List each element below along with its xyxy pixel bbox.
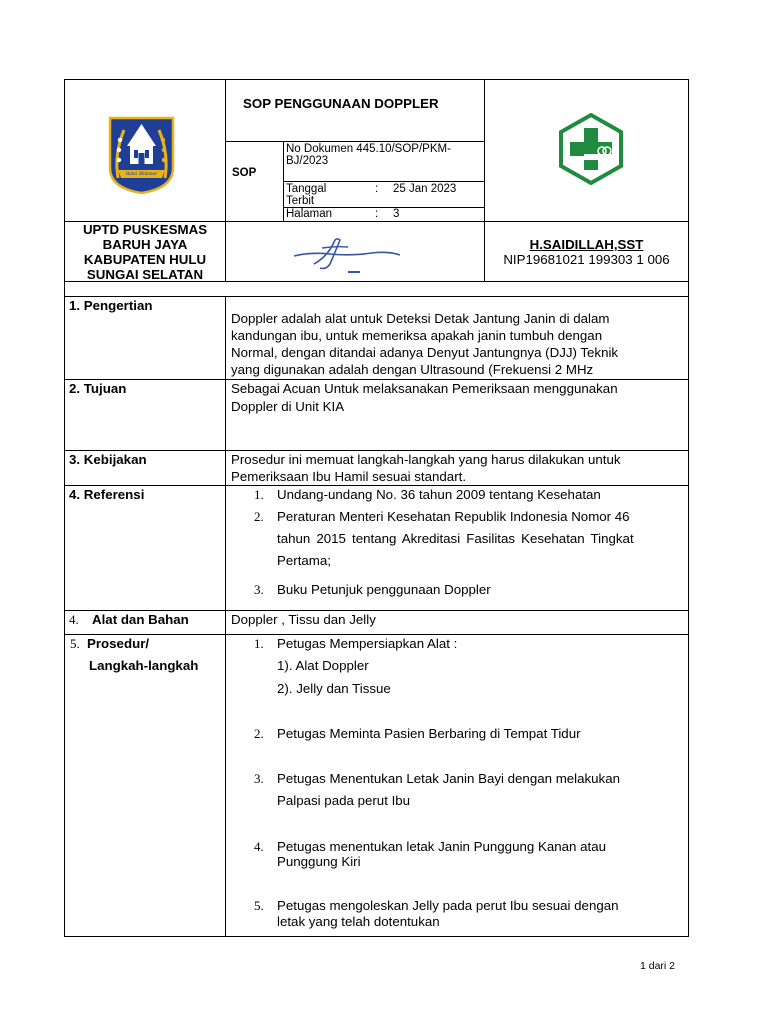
signature bbox=[290, 234, 405, 278]
list-number: 1. bbox=[254, 487, 264, 502]
section-number-alat: 4. bbox=[69, 612, 79, 627]
list-number: 2. bbox=[254, 726, 264, 741]
page-label: Halaman bbox=[286, 208, 333, 220]
signatory-nip: NIP19681021 199303 1 006 bbox=[503, 252, 670, 267]
list-number: 1. bbox=[254, 636, 264, 651]
text-line: Petugas Mempersiapkan Alat : bbox=[277, 636, 458, 651]
text-line: Pemeriksaan Ibu Hamil sesuai standart. bbox=[231, 469, 467, 484]
text-line: Undang-undang No. 36 tahun 2009 tentang Kesehatan bbox=[277, 487, 601, 502]
institution-line: UPTD PUSKESMAS bbox=[82, 222, 208, 237]
table-border-bottom bbox=[64, 936, 689, 937]
header-divider bbox=[225, 141, 485, 142]
text-line: Doppler adalah alat untuk Deteksi Detak Jantung Janin di dalam bbox=[231, 311, 610, 326]
list-number: 4. bbox=[254, 839, 264, 854]
text-line: tahun 2015 tentang Akreditasi Fasilitas Kesehatan Tingkat bbox=[277, 531, 634, 546]
table-border-top bbox=[64, 79, 689, 80]
text-line: Punggung Kiri bbox=[277, 854, 361, 869]
text-line: Petugas Meminta Pasien Berbaring di Tempat Tidur bbox=[277, 726, 581, 741]
page-title: SOP PENGGUNAAN DOPPLER bbox=[243, 96, 439, 111]
section-label-tujuan: 2. Tujuan bbox=[69, 381, 127, 396]
page-separator: : bbox=[375, 208, 379, 220]
issue-date-separator: : bbox=[375, 183, 379, 195]
text-line: Sebagai Acuan Untuk melaksanakan Pemeriksaan menggunakan bbox=[231, 381, 618, 396]
issue-date-label: Tanggal Terbit bbox=[286, 183, 327, 207]
text-line: Normal, dengan ditandai adanya Denyut Jantungnya (DJJ) Teknik bbox=[231, 345, 619, 360]
text-line: Palpasi pada perut Ibu bbox=[277, 793, 411, 808]
body-divider bbox=[225, 296, 226, 937]
table-border-right bbox=[688, 79, 689, 937]
text-line: Buku Petunjuk penggunaan Doppler bbox=[277, 582, 491, 597]
text-line: Petugas menentukan letak Janin Punggung Kanan atau bbox=[277, 839, 606, 854]
section-label-referensi: 4. Referensi bbox=[69, 487, 145, 502]
text-line: Pertama; bbox=[277, 553, 331, 568]
section-label-pengertian: 1. Pengertian bbox=[69, 298, 153, 313]
text-line: Petugas mengoleskan Jelly pada perut Ibu sesuai dengan bbox=[277, 898, 619, 913]
section-label-alat: Alat dan Bahan bbox=[92, 612, 189, 627]
section-label-prosedur: Prosedur/ bbox=[87, 636, 150, 651]
institution-line: SUNGAI SELATAN bbox=[86, 267, 204, 282]
list-number: 3. bbox=[254, 771, 264, 786]
puskesmas-logo bbox=[555, 113, 627, 185]
text-line: Prosedur ini memuat langkah-langkah yang harus dilakukan untuk bbox=[231, 452, 621, 467]
text-line: Petugas Menentukan Letak Janin Bayi dengan melakukan bbox=[277, 771, 620, 786]
section-number-prosedur: 5. bbox=[70, 636, 80, 651]
page-number: 1 dari 2 bbox=[640, 960, 676, 972]
list-number: 3. bbox=[254, 582, 264, 597]
list-number: 5. bbox=[254, 898, 264, 913]
sop-label: SOP bbox=[232, 167, 257, 179]
issue-date-value: 25 Jan 2023 bbox=[393, 183, 457, 195]
page-value: 3 bbox=[393, 208, 400, 220]
institution-line: KABUPATEN HULU bbox=[83, 252, 207, 267]
section-label-langkah: Langkah-langkah bbox=[89, 658, 199, 673]
emblem-motto: Bakti Makmur bbox=[125, 171, 158, 177]
header-divider bbox=[283, 181, 485, 182]
text-line: Doppler di Unit KIA bbox=[231, 399, 345, 414]
header-divider bbox=[64, 296, 689, 297]
text-line: yang digunakan adalah dengan Ultrasound (Frekuensi 2 MHz bbox=[231, 362, 594, 377]
institution-line: BARUH JAYA bbox=[102, 237, 188, 252]
sub-item: 1). Alat Doppler bbox=[277, 658, 369, 673]
kabupaten-emblem bbox=[108, 116, 175, 194]
text-line: kandungan ibu, untuk memeriksa apakah janin tumbuh dengan bbox=[231, 328, 603, 343]
sub-item: 2). Jelly dan Tissue bbox=[277, 681, 391, 696]
section-label-kebijakan: 3. Kebijakan bbox=[69, 452, 147, 467]
section-text-alat: Doppler , Tissu dan Jelly bbox=[231, 612, 376, 627]
text-line: Peraturan Menteri Kesehatan Republik Indonesia Nomor 46 bbox=[277, 509, 630, 524]
list-number: 2. bbox=[254, 509, 264, 524]
text-line: letak yang telah dotentukan bbox=[277, 914, 440, 929]
signatory-name: H.SAIDILLAH,SST bbox=[529, 237, 644, 252]
table-border-left bbox=[64, 79, 65, 937]
document-number: No Dokumen 445.10/SOP/PKM-BJ/2023 bbox=[286, 143, 451, 167]
